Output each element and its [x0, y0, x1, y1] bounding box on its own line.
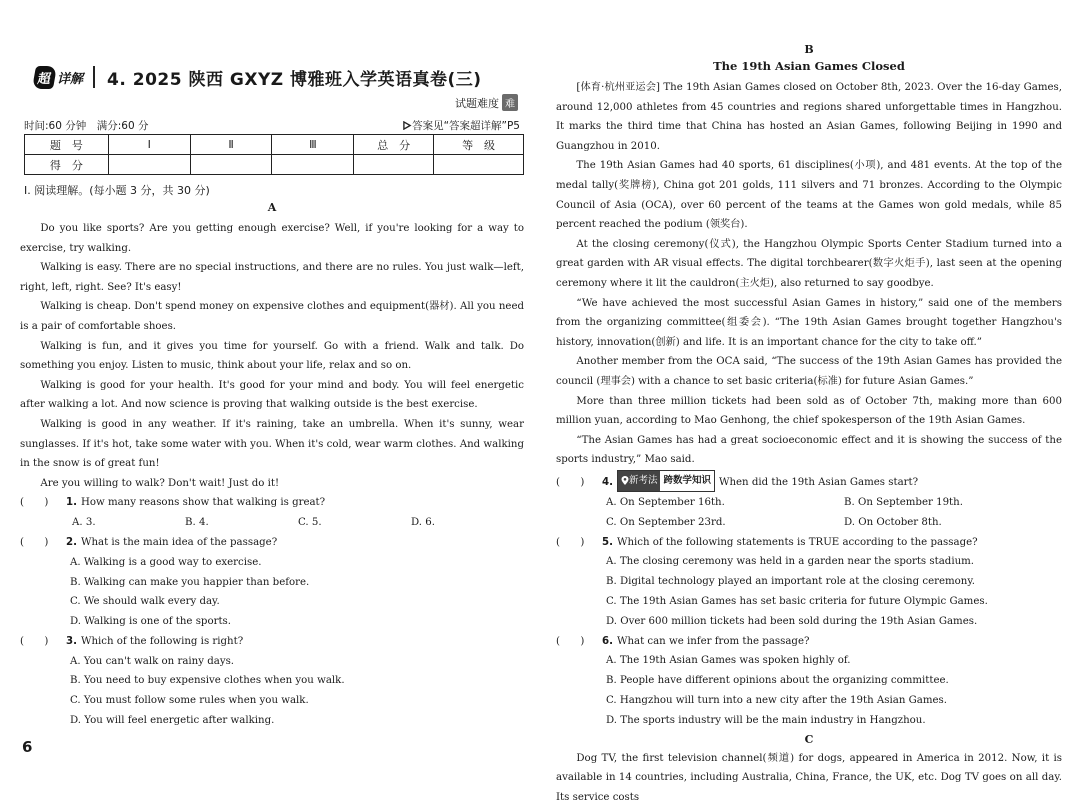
answer-blank[interactable]: ( ) — [20, 497, 49, 509]
arrow-right-icon — [403, 121, 412, 130]
question-3 — [20, 632, 524, 731]
option[interactable]: D. You will feel energetic after walking. — [70, 715, 275, 727]
difficulty-badge: 难 — [502, 94, 518, 111]
score-cell[interactable] — [108, 155, 190, 175]
option[interactable]: C. We should walk every day. — [70, 596, 220, 608]
question-number: 4. — [602, 477, 613, 489]
option[interactable]: B. On September 19th. — [844, 497, 963, 509]
passage-paragraph: [体育·杭州亚运会] The 19th Asian Games closed on October 8th, 2023. Over the 16-day Games, around 12,000 athletes from 45 countries and regions shared unforgettable times in Hangzhou. It marks the third time that China has hosted an Asian Games, following Beijing in 1990 and Guangzhou in 2010. — [556, 82, 1062, 152]
logo-mark: 超 — [32, 66, 57, 89]
passage-paragraph: More than three million tickets had been sold as of October 7th, making more than 600 million yuan, according to Mao Genhong, the chief spokesperson of the 19th Asian Games. — [556, 395, 1062, 427]
option[interactable]: A. 3. — [72, 517, 96, 529]
question-stem: Which of the following is right? — [80, 635, 244, 647]
time-and-score: 时间:60 分钟 满分:60 分 — [24, 120, 149, 132]
difficulty-label: 试题难度 — [455, 96, 499, 110]
question-number: 2. — [66, 536, 77, 548]
score-table-score-row — [25, 155, 524, 175]
option[interactable]: A. Walking is a good way to exercise. — [70, 556, 262, 568]
score-cell[interactable] — [272, 155, 354, 175]
option[interactable]: B. Walking can make you happier than before. — [70, 576, 310, 588]
score-row-label: 得 分 — [25, 155, 109, 175]
score-header-cell: Ⅲ — [272, 135, 354, 155]
option[interactable]: A. On September 16th. — [606, 497, 725, 509]
option[interactable]: A. You can't walk on rainy days. — [70, 655, 235, 667]
option[interactable]: C. Hangzhou will turn into a new city after the 19th Asian Games. — [606, 695, 948, 707]
passage-paragraph: The 19th Asian Games had 40 sports, 61 disciplines(小项), and 481 events. At the top of the medal tally(奖牌榜), China got 201 golds, 111 silvers and 71 bronzes. According to the Olympic Council of Asia (OCA), over 60 percent of the teams at the Games won gold medals, while 85 percent reached the podium (领奖台). — [556, 160, 1062, 231]
passage-paragraph: Walking is good for your health. It's good for your mind and body. You will feel energetic after walking a lot. And now science is proving that walking outside is the best exercise. — [20, 379, 524, 411]
option[interactable]: D. On October 8th. — [844, 516, 942, 528]
passage-paragraph: At the closing ceremony(仪式), the Hangzhou Olympic Sports Center Stadium turned into a great garden with AR visual effects. The digital torchbearer(数字火炬手), last seen at the opening ceremony where it lit the cauldron(主火炬), also returned to say goodbye. — [556, 238, 1062, 289]
question-number: 5. — [602, 536, 613, 548]
question-stem: When did the 19th Asian Games start? — [719, 477, 919, 489]
score-header-cell: 等 级 — [434, 135, 524, 155]
score-header-cell: Ⅱ — [190, 135, 272, 155]
question-number: 3. — [66, 635, 77, 647]
option[interactable]: D. 6. — [411, 517, 436, 529]
option[interactable]: B. You need to buy expensive clothes when you walk. — [70, 675, 345, 687]
option[interactable]: B. 4. — [185, 517, 209, 529]
passage-paragraph: Are you willing to walk? Don't wait! Just do it! — [40, 477, 280, 489]
answer-reference — [403, 118, 520, 133]
answer-blank[interactable]: ( ) — [556, 635, 585, 647]
question-number: 1. — [66, 497, 77, 509]
passage-a — [20, 201, 524, 731]
passage-paragraph: “We have achieved the most successful Asian Games in history,” said one of the members from the organizing committee(组委会). “The 19th Asian Games brought together Hangzhou's history, innovation(创新) and life. It is an important chance for the city to take off.” — [556, 297, 1062, 348]
option[interactable]: C. 5. — [298, 517, 322, 529]
passage-paragraph: Another member from the OCA said, “The success of the 19th Asian Games has provided the council (理事会) with a chance to set basic criteria(标准) for future Asian Games.” — [556, 356, 1062, 387]
answer-reference-text: 答案见“答案超详解”P5 — [412, 120, 520, 132]
question-stem: How many reasons show that walking is great? — [80, 497, 326, 509]
brand-logo — [34, 66, 83, 89]
passage-paragraph: Do you like sports? Are you getting enough exercise? Well, if you're looking for a way to exercise, try walking. — [20, 223, 524, 254]
score-header-cell: 题 号 — [25, 135, 109, 155]
option[interactable]: A. The closing ceremony was held in a garden near the sports stadium. — [606, 556, 975, 568]
paper-title: 4. 2025 陕西 GXYZ 博雅班入学英语真卷(三) — [107, 69, 482, 90]
question-stem: What is the main idea of the passage? — [80, 536, 278, 548]
pin-icon — [621, 476, 629, 485]
right-column — [556, 0, 1062, 803]
question-5 — [556, 533, 1062, 632]
answer-blank[interactable]: ( ) — [20, 635, 49, 647]
option[interactable]: D. The sports industry will be the main industry in Hangzhou. — [606, 714, 926, 726]
answer-blank[interactable]: ( ) — [20, 536, 49, 548]
score-header-cell: Ⅰ — [108, 135, 190, 155]
score-header-cell: 总 分 — [354, 135, 434, 155]
answer-blank[interactable]: ( ) — [556, 477, 585, 489]
answer-blank[interactable]: ( ) — [556, 536, 585, 548]
option[interactable]: B. Digital technology played an important role at the closing ceremony. — [606, 576, 975, 588]
question-1 — [20, 493, 524, 533]
passage-letter: B — [804, 43, 814, 56]
passage-b — [556, 42, 1062, 807]
score-table-header-row — [25, 135, 524, 155]
tag-new-method: 新考法 — [628, 474, 658, 486]
tag-cross-subject: 跨数学知识 — [663, 474, 711, 486]
question-2 — [20, 533, 524, 632]
option[interactable]: D. Over 600 million tickets had been sold during the 19th Asian Games. — [606, 615, 978, 627]
difficulty-indicator — [455, 94, 518, 111]
passage-paragraph: Walking is cheap. Don't spend money on expensive clothes and equipment(器材). All you need is a pair of comfortable shoes. — [20, 301, 524, 332]
passage-letter: A — [267, 201, 277, 214]
passage-paragraph: Walking is good in any weather. If it's raining, take an umbrella. When it's sunny, wear sunglasses. If it's hot, take some water with you. When it's cold, wear warm clothes. And walking in the snow is of great fun! — [20, 418, 524, 470]
question-stem: Which of the following statements is TRUE according to the passage? — [616, 536, 978, 548]
option[interactable]: B. People have different opinions about the organizing committee. — [606, 675, 949, 687]
score-cell[interactable] — [354, 155, 434, 175]
option[interactable]: A. The 19th Asian Games was spoken highly of. — [606, 655, 851, 667]
section-heading: Ⅰ. 阅读理解。(每小题 3 分，共 30 分) — [24, 184, 210, 197]
passage-paragraph: Walking is easy. There are no special instructions, and there are no rules. You just walk—left, right, left, right. See? It's easy! — [20, 262, 524, 293]
passage-paragraph: Walking is fun, and it gives you time for yourself. Go with a friend. Walk and talk. Do something you enjoy. Listen to music, think about your life, relax and so on. — [20, 340, 524, 372]
question-stem: What can we infer from the passage? — [616, 635, 810, 647]
left-column — [20, 0, 524, 764]
option[interactable]: C. You must follow some rules when you walk. — [70, 695, 309, 707]
passage-letter: C — [804, 732, 814, 746]
question-6 — [556, 632, 1062, 731]
header-divider — [93, 66, 95, 88]
question-4 — [556, 470, 1062, 533]
option[interactable]: C. On September 23rd. — [606, 516, 726, 528]
score-cell[interactable] — [434, 155, 524, 175]
page-number: 6 — [22, 738, 33, 756]
score-cell[interactable] — [190, 155, 272, 175]
option[interactable]: D. Walking is one of the sports. — [70, 616, 232, 628]
logo-text: 详解 — [57, 71, 84, 87]
passage-paragraph: Dog TV, the first television channel(频道) for dogs, appeared in America in 2012. Now, it is available in 14 countries, including Australia, China, France, the UK, etc. Dog TV goes on all day. Its service costs — [556, 752, 1062, 803]
paper-header — [34, 60, 482, 94]
passage-title: The 19th Asian Games Closed — [713, 59, 905, 73]
exam-meta — [24, 118, 520, 133]
option[interactable]: C. The 19th Asian Games has set basic criteria for future Olympic Games. — [606, 596, 988, 608]
passage-paragraph: “The Asian Games has had a great socioeconomic effect and it is showing the success of the sports industry,” Mao said. — [556, 434, 1062, 466]
question-tag — [617, 470, 715, 492]
score-table — [24, 134, 524, 175]
question-number: 6. — [602, 635, 613, 647]
